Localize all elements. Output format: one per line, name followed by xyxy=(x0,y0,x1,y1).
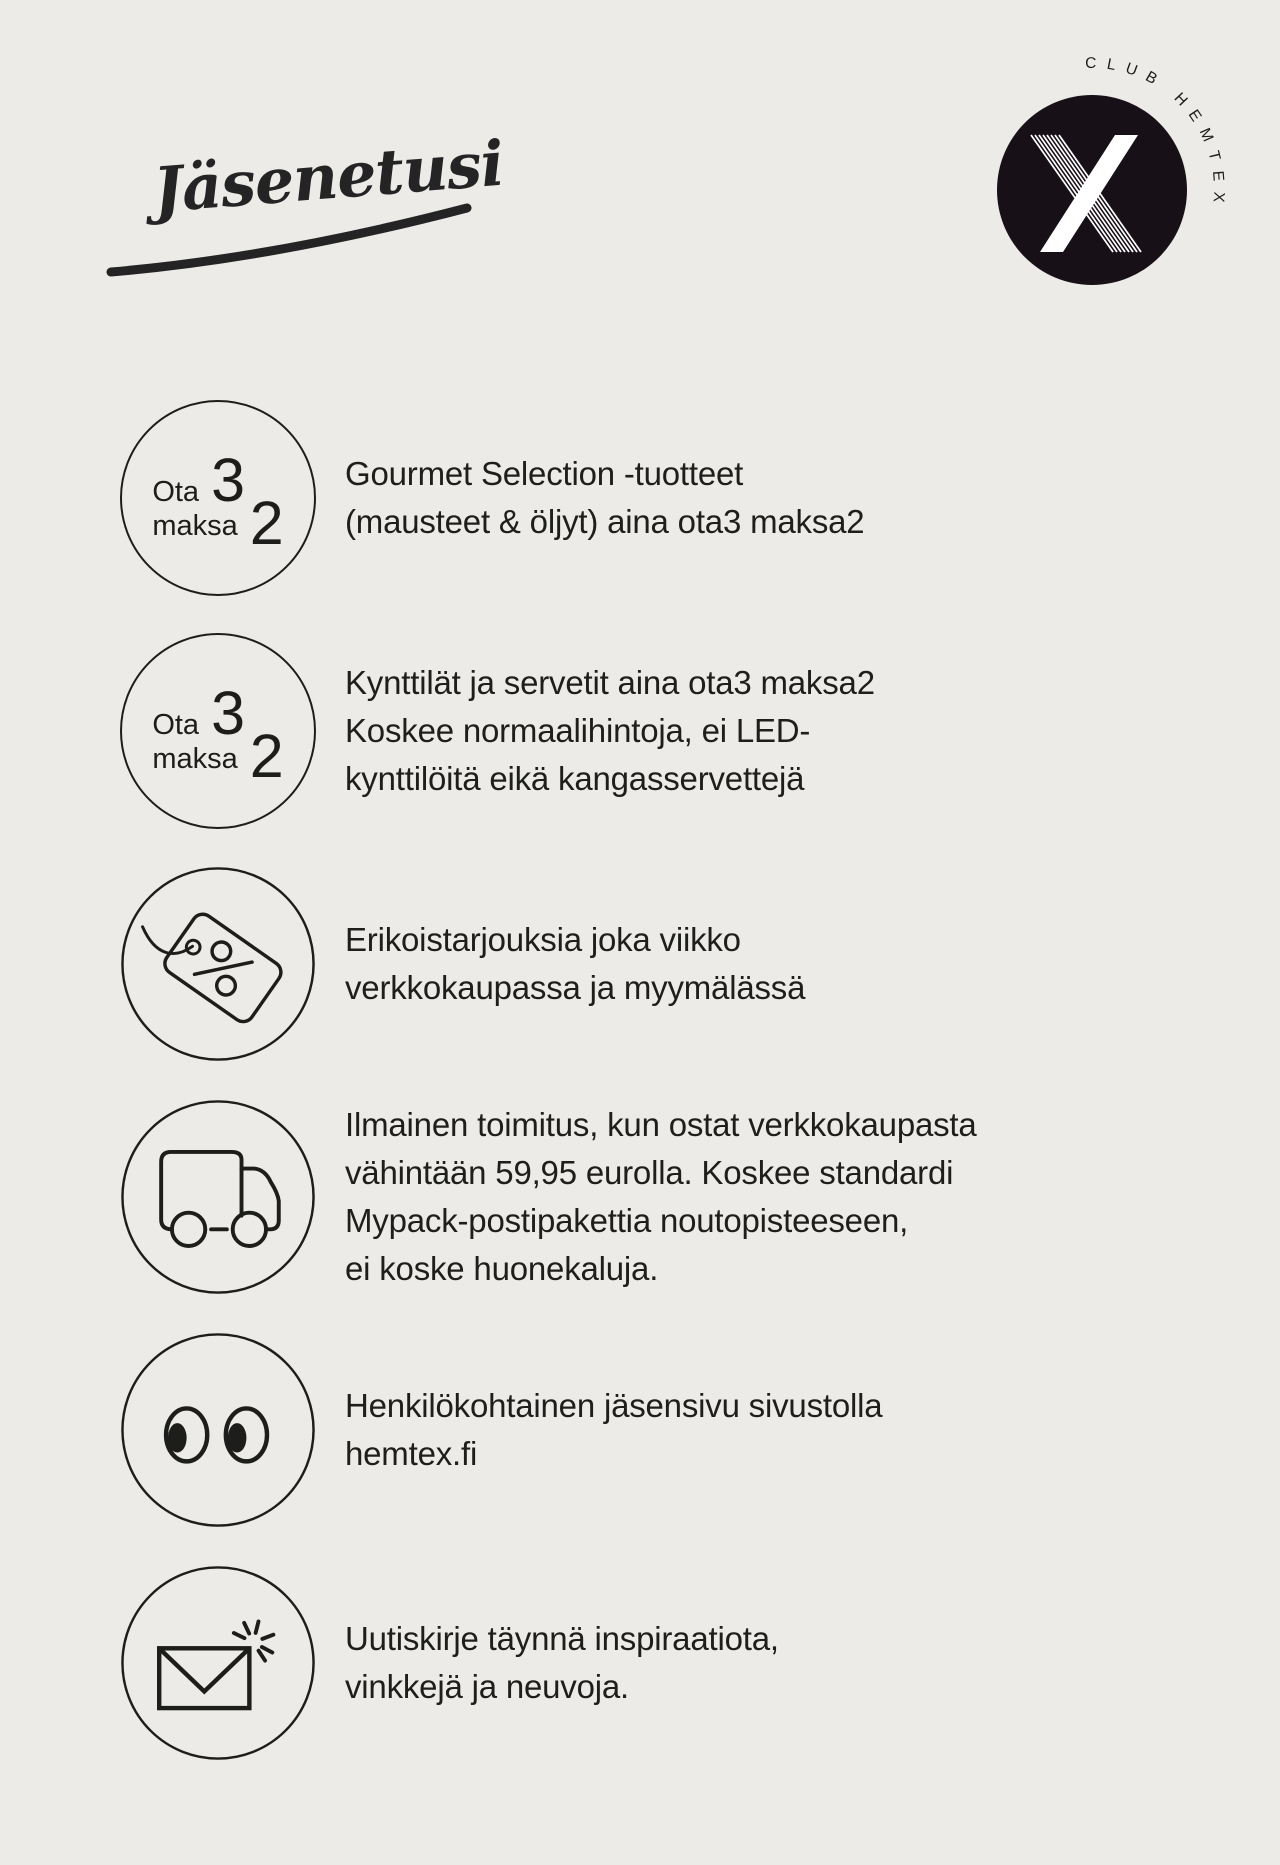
benefit-line: Ilmainen toimitus, kun ostat verkkokaupasta xyxy=(345,1106,977,1143)
benefit-text xyxy=(345,659,875,803)
benefit-line: ei koske huonekaluja. xyxy=(345,1250,659,1287)
benefit-line: Kynttilät ja servetit aina ota3 maksa2 xyxy=(345,664,875,701)
title-script-text: Jäsenetusi xyxy=(150,126,506,227)
benefit-text xyxy=(345,450,864,546)
benefit-line: hemtex.fi xyxy=(345,1435,478,1472)
benefit-line: verkkokaupassa ja myymälässä xyxy=(345,969,806,1006)
badge-take-value: 3 xyxy=(211,679,245,748)
benefit-row-newsletter xyxy=(120,1565,1160,1761)
benefit-line: (mausteet & öljyt) aina ota3 maksa2 xyxy=(345,503,865,540)
page-title xyxy=(148,120,568,290)
title-underline-swoosh xyxy=(105,198,485,288)
benefit-line: kynttilöitä eikä kangasservettejä xyxy=(345,760,805,797)
badge-take-label: Ota xyxy=(152,709,200,742)
benefits-list xyxy=(120,400,1160,1798)
benefit-text xyxy=(345,1615,779,1711)
benefit-text xyxy=(345,1101,977,1293)
badge-take-label: Ota xyxy=(152,476,200,509)
offer-badge-3for2-icon xyxy=(120,633,316,829)
badge-pay-value: 2 xyxy=(249,489,284,557)
benefit-line: vinkkejä ja neuvoja. xyxy=(345,1668,630,1705)
logo-arc-text: CLUB HEMTEX xyxy=(1084,54,1228,213)
offer-badge-3for2-icon xyxy=(120,400,316,596)
eyes-icon xyxy=(120,1332,316,1528)
club-hemtex-logo xyxy=(965,30,1245,310)
badge-pay-label: maksa xyxy=(152,743,238,775)
benefit-line: Mypack-postipakettia noutopisteeseen, xyxy=(345,1202,909,1239)
benefit-row-special-offers xyxy=(120,866,1160,1062)
badge-take-value: 3 xyxy=(211,446,245,515)
envelope-icon xyxy=(120,1565,316,1761)
benefit-text xyxy=(345,916,805,1012)
benefit-row-gourmet xyxy=(120,400,1160,596)
badge-text xyxy=(152,679,284,790)
delivery-truck-icon xyxy=(120,1099,316,1295)
benefit-row-candles xyxy=(120,633,1160,829)
benefit-text xyxy=(345,1382,882,1478)
benefit-line: Gourmet Selection -tuotteet xyxy=(345,455,744,492)
badge-pay-value: 2 xyxy=(249,722,284,790)
badge-pay-label: maksa xyxy=(152,510,238,542)
benefit-line: Henkilökohtainen jäsensivu sivustolla xyxy=(345,1387,883,1424)
benefit-row-free-delivery xyxy=(120,1099,1160,1295)
benefit-line: Erikoistarjouksia joka viikko xyxy=(345,921,741,958)
badge-text xyxy=(152,446,284,557)
benefit-row-member-page xyxy=(120,1332,1160,1528)
benefit-line: Uutiskirje täynnä inspiraatiota, xyxy=(345,1620,779,1657)
benefit-line: vähintään 59,95 eurolla. Koskee standardi xyxy=(345,1154,954,1191)
benefit-line: Koskee normaalihintoja, ei LED- xyxy=(345,712,811,749)
price-tag-percent-icon xyxy=(120,866,316,1062)
